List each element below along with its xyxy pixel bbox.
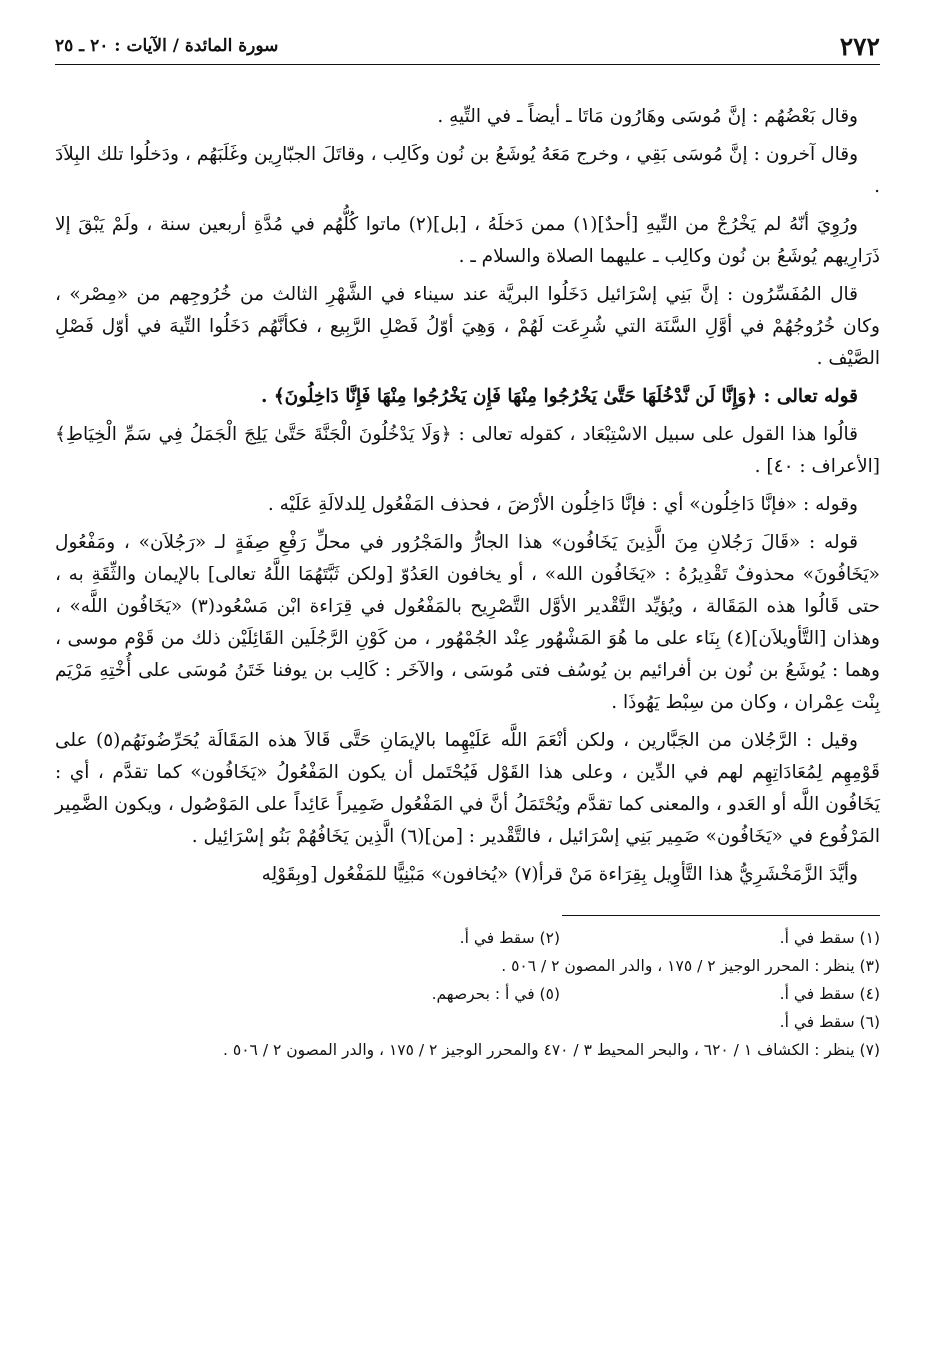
paragraph: وقوله : «فإنَّا دَاخِلُون» أي : فإنَّا دَاخِلُون الأرْضَ ، فحذف المَفْعُول لِلدلالَةِ عَلَيْه . <box>267 494 858 515</box>
main-text <box>55 101 880 891</box>
page-number: ٢٧٢ <box>839 32 880 61</box>
footnote-row <box>55 1036 880 1064</box>
footnotes <box>55 924 880 1064</box>
footnote-5: (٥) في أ : بحرصهم. <box>431 985 560 1003</box>
footnote-row <box>55 1008 880 1036</box>
paragraph: وقيل : الرَّجُلان من الجَبَّارين ، ولكن أنْعَمَ اللَّه عَلَيْهِما بالإيمَانِ حَتَّى قَالاَ هذه المَقَالَة يُحَرِّضُونَهُم(٥) على قَوْمِهِم لِمُعَادَاتِهِم لهم في الدِّين ، وعلى هذا القَوْل فَيُحْتَمل أن يكون المَفْعُولُ «يَخَافُون» كما تقدَّم ، أي : يَخَافُون اللَّه أو العَدو ، والمعنى كما تقدَّم ويُحْتَمَلُ أنَّ في المَفْعُول ضَمِيراً عَائِداً على المَوْصُول ، ويكون الضَّمِير المَرْفُوع في «يَخَافُون» ضَمِير بَنِي إسْرَائيل ، فالتَّقْدير : [من](٦) الَّذِين يَخَافُهُمْ بَنُو إسْرَائِيل . <box>55 730 880 847</box>
footnote-6: (٦) سقط في أ. <box>779 1013 880 1031</box>
footnote-row <box>55 980 880 1008</box>
paragraph: قال المُفَسِّرُون : إنَّ بَنِي إسْرَائيل دَخَلُوا البريَّة عند سيناء في الشَّهْرِ الثالث من خُرُوجِهم من «مِصْر» ، وكان خُرُوجُهُمْ في أوَّلِ السَّنَة التي شُرِعَت لَهُمْ ، وَهِيَ أوّلُ فَصْلِ الرَّبِيع ، فكأنَّهُم دَخَلُوا التِّيهَ في أوّل فَصْلِ الصَّيْف . <box>55 284 880 369</box>
paragraph: قالُوا هذا القول على سبيل الاسْتِبْعَاد ، كقوله تعالى : ﴿وَلَا يَدْخُلُونَ الْجَنَّةَ حَتَّىٰ يَلِجَ الْجَمَلُ فِي سَمِّ الْخِيَاطِ﴾ [الأعراف : ٤٠] . <box>55 424 880 477</box>
footnote-divider <box>562 915 880 916</box>
footnote-1: (١) سقط في أ. <box>779 929 880 947</box>
footnote-2: (٢) سقط في أ. <box>459 929 560 947</box>
paragraph: قوله : «قَالَ رَجُلانِ مِنَ الَّذِينَ يَخَافُون» هذا الجارُّ والمَجْرُور في محلِّ رَفْعِ صِفَةٍ لـ «رَجُلاَن» ، ومَفْعُول «يَخَافُونَ» محذوفٌ تَقْدِيرُهُ : «يَخَافُون الله» ، أو يخافون العَدُوّ [ولكن ثَبَّتَهُمَا اللَّهُ تعالى] بالإيمان والثِّقَةِ به ، حتى قَالُوا هذه المَقَالة ، ويُؤيِّد التَّقْدير الأوَّل التَّصْرِيح بالمَفْعُول في قِرَاءة ابْن مَسْعُود(٣) «يَخَافُون اللَّه» ، وهذان [التَّأويلاَن](٤) بِنَاء على ما هُوَ المَشْهُور عِنْد الجُمْهُور ، من كَوْنِ الرَّجُلَين القَائِلَيْن ذلك من قَوْم موسى ، وهما : يُوشَعُ بن نُون بن أفرائيم بن يُوسُف فتى مُوسَى ، والآخَر : كَالِب بن يوفنا خَتَنُ مُوسَى على أُخْتِهِ مَرْيَم بِنْت عِمْران ، وكان من سِبْط يَهُوذَا . <box>55 532 880 713</box>
verse-paragraph: قوله تعالى : ﴿وَإِنَّا لَن نَّدْخُلَهَا حَتَّىٰ يَخْرُجُوا مِنْهَا فَإِن يَخْرُجُوا مِنْهَا فَإِنَّا دَاخِلُونَ﴾ . <box>260 386 858 407</box>
footnote-4: (٤) سقط في أ. <box>779 985 880 1003</box>
page-header <box>55 30 880 65</box>
paragraph: وقال آخرون : إنَّ مُوسَى بَقِي ، وخرج مَعَهُ يُوشَعُ بن نُون وكَالِب ، وقاتَلَ الجبّارِين وغَلَبَهُم ، ودَخلُوا تلك البِلاَدَ . <box>55 144 880 197</box>
footnote-row <box>55 952 880 980</box>
paragraph: وأيَّدَ الزَّمَخْشَرِيُّ هذا التَّأوِيل بِقِرَاءة مَنْ قرأ(٧) «يُخافون» مَبْنِيًّا للمَفْعُول [وبِقَوْلِه <box>261 864 858 885</box>
paragraph: ورُوِيَ أنّهُ لم يَخْرُجْ من التِّيهِ [أحدٌ](١) ممن دَخلَهُ ، [بل](٢) ماتوا كُلُّهُم في مُدَّةِ أربعين سنة ، ولَمْ يَبْقَ إلا ذَرَارِيهم يُوشَعُ بن نُون وكالِب ـ عليهما الصلاة والسلام ـ . <box>55 214 880 267</box>
document-page <box>55 30 880 1350</box>
footnote-row <box>55 924 880 952</box>
running-title: سورة المائدة / الآيات : ٢٠ ـ ٢٥ <box>55 36 288 56</box>
paragraph: وقال بَعْضُهُم : إنَّ مُوسَى وهَارُون مَاتَا ـ أيضاً ـ في التِّيهِ . <box>437 106 858 127</box>
footnote-7: (٧) ينظر : الكشاف ١ / ٦٢٠ ، والبحر المحيط ٣ / ٤٧٠ والمحرر الوجيز ٢ / ١٧٥ ، والدر المصون ٢ / ٥٠٦ . <box>223 1041 880 1059</box>
footnote-3: (٣) ينظر : المحرر الوجيز ٢ / ١٧٥ ، والدر المصون ٢ / ٥٠٦ . <box>501 957 880 975</box>
